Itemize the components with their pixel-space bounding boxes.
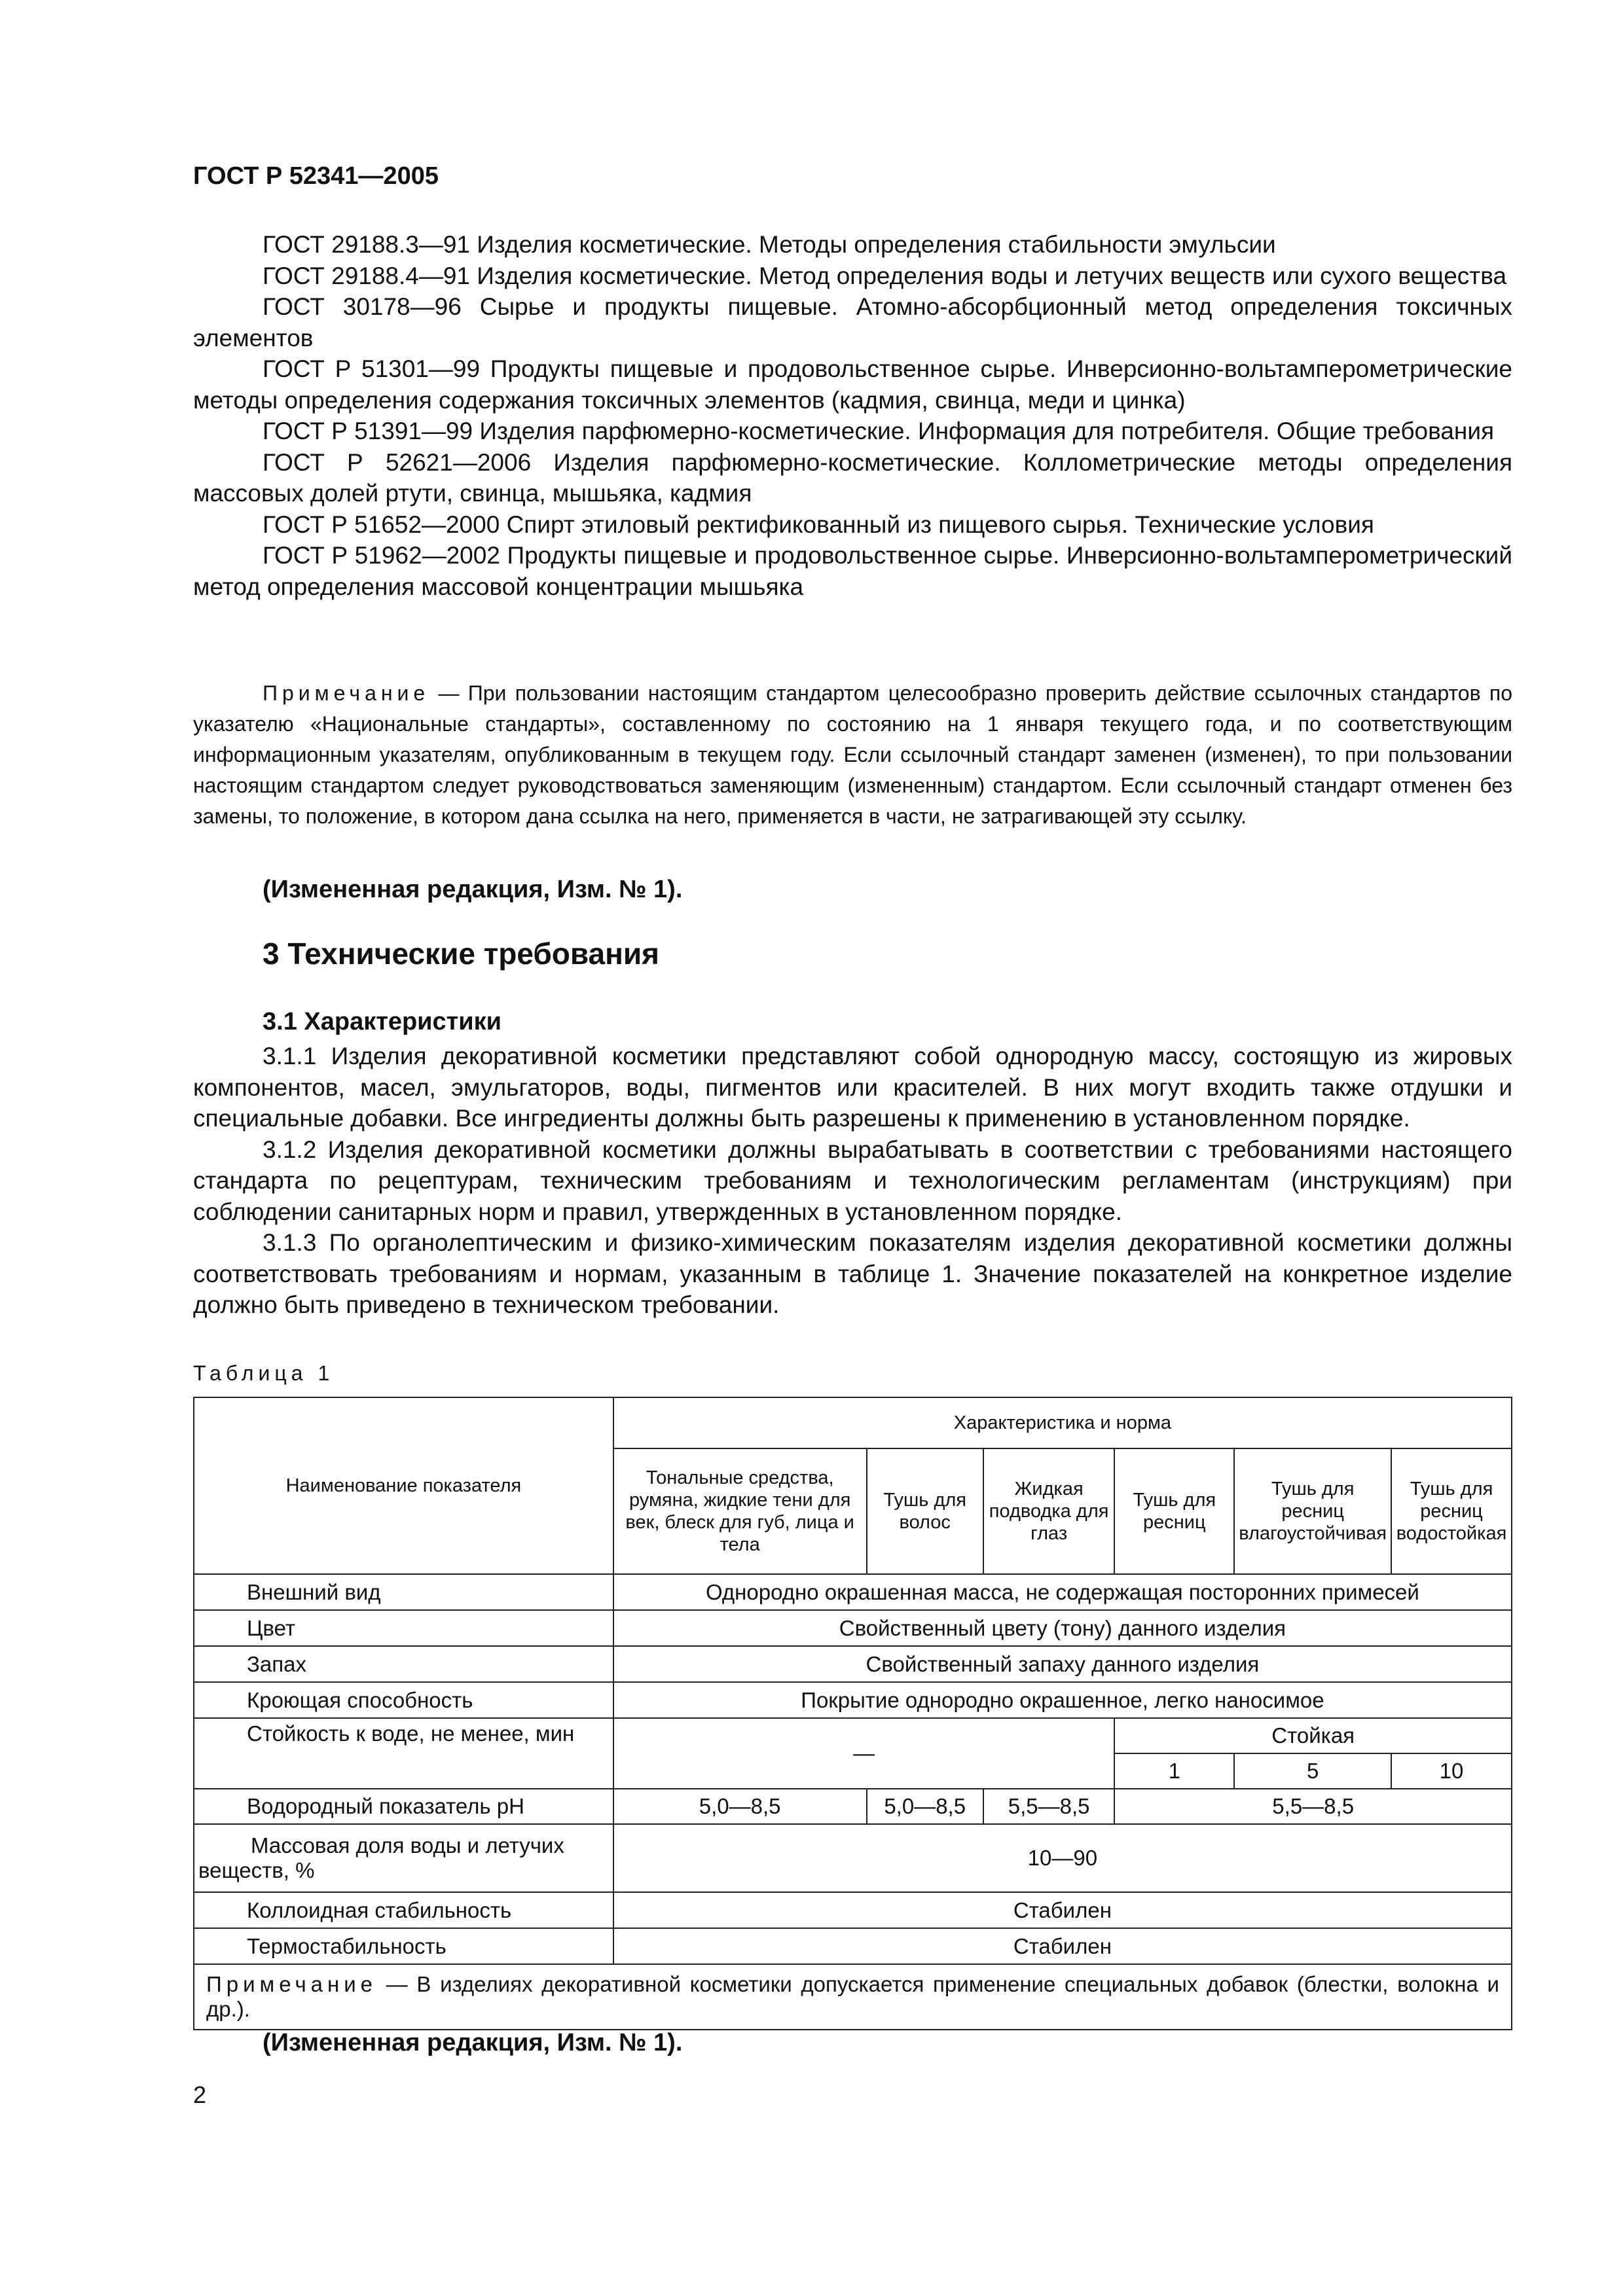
header-group: Характеристика и норма [613, 1397, 1512, 1448]
paragraph: 3.1.3 По органолептическим и физико-химическим показателям изделия декоративной косметики должны соответствовать требованиям и нормам, указанным в таблице 1. Значение показателей на конкретное изделие должно быть приведено в техническом требовании. [193, 1229, 1512, 1318]
row-value: 5,0—8,5 [613, 1789, 867, 1824]
reference-code: ГОСТ 29188.4—91 [263, 262, 471, 289]
reference-code: ГОСТ 30178—96 [263, 293, 462, 320]
reference-code: ГОСТ Р 51391—99 [263, 418, 473, 444]
reference-text: Спирт этиловый ректификованный из пищевого сырья. Технические условия [506, 511, 1374, 538]
row-value: 5,5—8,5 [983, 1789, 1114, 1824]
header-col-moisture-resistant: Тушь для ресниц влагоустойчивая [1234, 1448, 1391, 1574]
paragraph: 3.1.2 Изделия декоративной косметики должны вырабатывать в соответствии с требованиями настоящего стандарта по рецептурам, техническим требованиям и технологическим регламентам (инструкциям) при соблюдении санитарных норм и правил, утвержденных в установленном порядке. [193, 1136, 1512, 1225]
row-name: Кроющая способность [194, 1682, 613, 1718]
row-value: Покрытие однородно окрашенное, легко наносимое [613, 1682, 1512, 1718]
table-caption: Таблица 1 [193, 1361, 335, 1385]
row-value: Однородно окрашенная масса, не содержащая посторонних примесей [613, 1574, 1512, 1610]
paragraph: 3.1.1 Изделия декоративной косметики представляют собой однородную массу, состоящую из жировых компонентов, масел, эмульгаторов, воды, пигментов или красителей. В них могут входить также отдушки и специальные добавки. Все ингредиенты должны быть разрешены к применению в установленном порядке. [193, 1043, 1512, 1132]
row-value: 5,0—8,5 [867, 1789, 983, 1824]
table-row [194, 1682, 1512, 1718]
table-row [194, 1646, 1512, 1682]
table-note [194, 1964, 1512, 2030]
row-name: Массовая доля воды и летучих веществ, % [194, 1824, 613, 1892]
row-name: Внешний вид [194, 1574, 613, 1610]
reference-item [193, 229, 1512, 260]
reference-text: Изделия парфюмерно-косметические. Коллометрические методы определения массовых долей ртути, свинца, мышьяка, кадмия [193, 448, 1513, 507]
reference-item [193, 509, 1512, 541]
page-number: 2 [193, 2081, 207, 2108]
characteristics-table [193, 1397, 1512, 2030]
document-header: ГОСТ Р 52341—2005 [193, 162, 439, 190]
header-name-column: Наименование показателя [194, 1397, 613, 1574]
table-note-row [194, 1964, 1512, 2030]
table-row [194, 1789, 1512, 1824]
table-note-label: Примечание [206, 1972, 378, 1996]
note-label: Примечание [263, 681, 430, 705]
row-value: 10—90 [613, 1824, 1512, 1892]
row-name: Цвет [194, 1610, 613, 1646]
subsection-title: 3.1 Характеристики [263, 1008, 502, 1035]
section-title: 3 Технические требования [263, 937, 659, 971]
section-body [193, 1041, 1512, 1321]
header-col-foundation: Тональные средства, румяна, жидкие тени для век, блеск для губ, лица и тела [613, 1448, 867, 1574]
note-text: — При пользовании настоящим стандартом целесообразно проверить действие ссылочных стандартов по указателю «Национальные стандарты», составленному по состоянию на 1 января текущего года, и по соответствующим информационным указателям, опубликованным в текущем году. Если ссылочный стандарт заменен (изменен), то при пользовании настоящим стандартом следует руководствоваться заменяющим (измененным) стандартом. Если ссылочный стандарт отменен без замены, то положение, в котором дана ссылка на него, применяется в части, не затрагивающей эту ссылку. [193, 681, 1512, 828]
table-row [194, 1928, 1512, 1964]
reference-text: Изделия парфюмерно-косметические. Информация для потребителя. Общие требования [479, 418, 1495, 444]
header-col-liquid-liner: Жидкая подводка для глаз [983, 1448, 1114, 1574]
row-name: Стойкость к воде, не менее, мин [194, 1718, 613, 1789]
reference-code: ГОСТ Р 51652—2000 [263, 511, 500, 538]
reference-list [193, 229, 1512, 602]
header-col-lash-mascara: Тушь для ресниц [1114, 1448, 1234, 1574]
reference-item [193, 291, 1512, 353]
row-value-dash: — [613, 1718, 1115, 1789]
row-name: Запах [194, 1646, 613, 1682]
reference-note [193, 678, 1512, 832]
reference-code: ГОСТ Р 52621—2006 [263, 448, 532, 476]
row-value: Свойственный цвету (тону) данного изделия [613, 1610, 1512, 1646]
row-value: Стабилен [613, 1928, 1512, 1964]
row-value: 10 [1391, 1753, 1512, 1789]
row-value: Свойственный запаху данного изделия [613, 1646, 1512, 1682]
row-value: 1 [1114, 1753, 1234, 1789]
reference-code: ГОСТ Р 51962—2002 [263, 542, 500, 569]
reference-code: ГОСТ 29188.3—91 [263, 231, 471, 258]
amendment-note: (Измененная редакция, Изм. № 1). [263, 2029, 683, 2056]
reference-text: Изделия косметические. Метод определения воды и летучих веществ или сухого вещества [477, 262, 1507, 289]
table-row [194, 1824, 1512, 1892]
row-name: Термостабильность [194, 1928, 613, 1964]
reference-item [193, 540, 1512, 602]
reference-item [193, 447, 1512, 509]
table-row [194, 1892, 1512, 1928]
reference-text: Изделия косметические. Методы определения стабильности эмульсии [477, 231, 1276, 258]
reference-code: ГОСТ Р 51301—99 [263, 355, 481, 382]
table-row [194, 1610, 1512, 1646]
row-value-group: Стойкая [1114, 1718, 1512, 1753]
header-col-hair-mascara: Тушь для волос [867, 1448, 983, 1574]
row-name: Водородный показатель pH [194, 1789, 613, 1824]
reference-text: Продукты пищевые и продовольственное сырье. Инверсионно-вольтамперометрический метод определения массовой концентрации мышьяка [193, 542, 1512, 600]
row-value: 5 [1234, 1753, 1391, 1789]
table-note-text: — В изделиях декоративной косметики допускается применение специальных добавок (блестки, волокна и др.). [206, 1972, 1499, 2021]
header-col-waterproof: Тушь для ресниц водостойкая [1391, 1448, 1512, 1574]
reference-text: Сырье и продукты пищевые. Атомно-абсорбционный метод определения токсичных элементов [193, 293, 1513, 351]
table-row [194, 1574, 1512, 1610]
reference-text: Продукты пищевые и продовольственное сырье. Инверсионно-вольтамперометрические методы определения содержания токсичных элементов (кадмия, свинца, меди и цинка) [193, 355, 1512, 414]
reference-item [193, 260, 1512, 292]
reference-item [193, 353, 1512, 416]
amendment-note: (Измененная редакция, Изм. № 1). [263, 876, 683, 903]
reference-item [193, 416, 1512, 447]
row-name: Коллоидная стабильность [194, 1892, 613, 1928]
row-value: Стабилен [613, 1892, 1512, 1928]
table-row [194, 1718, 1512, 1753]
row-value: 5,5—8,5 [1114, 1789, 1512, 1824]
